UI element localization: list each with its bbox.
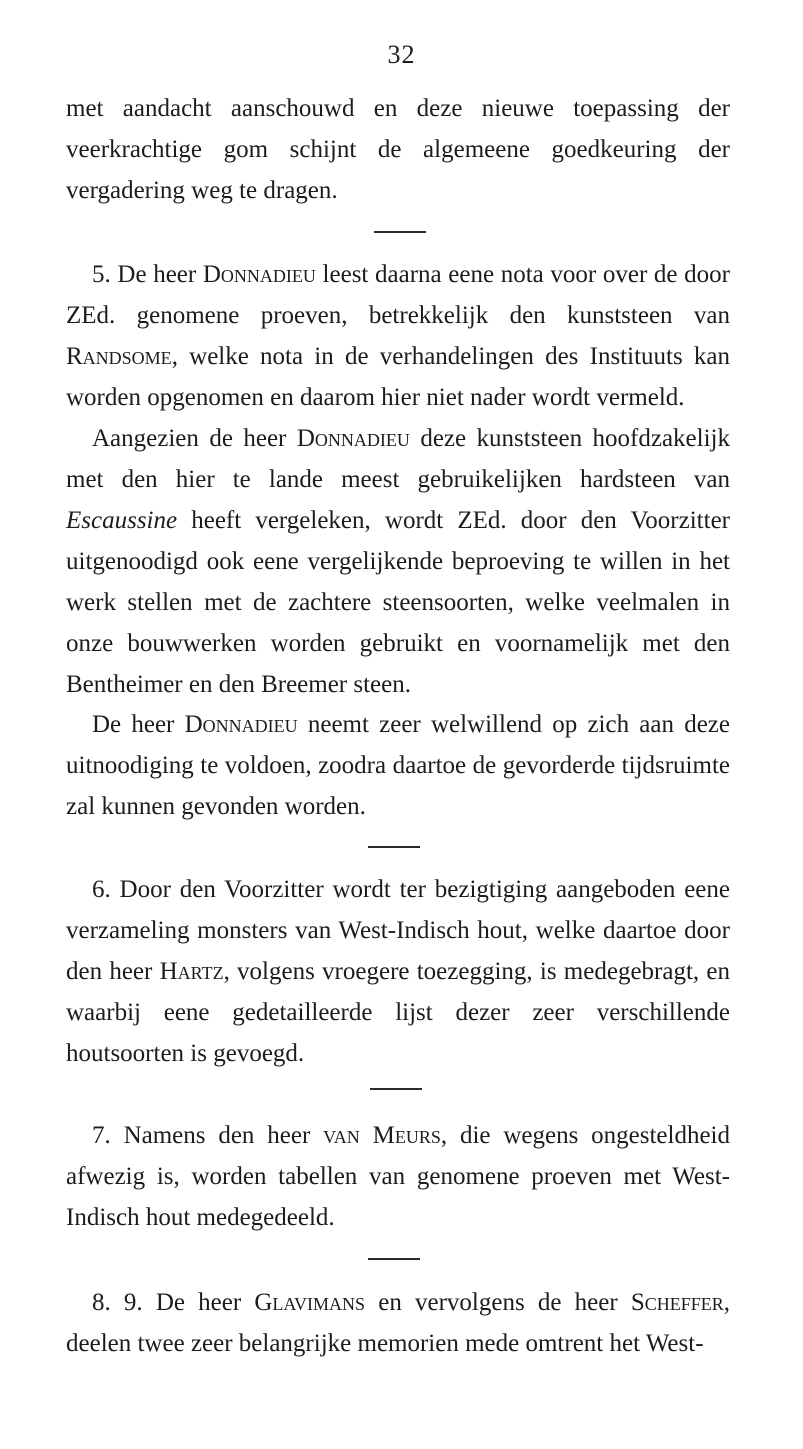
text-run: neemt zeer welwillend op zich aan deze uitnoodiging te voldoen, zoodra daartoe de gevorderde tijdsruimte zal kunnen gevonden worden. bbox=[66, 711, 730, 820]
item-6-section bbox=[66, 869, 730, 1074]
text-run: heeft vergeleken, wordt ZEd. door den Voorzitter uitgenoodigd ook eene vergelijkende beproeving te willen in het werk stellen met de zachtere steensoorten, welke veelmalen in onze bouwwerken worden gebruikt en voornamelijk met den Bentheimer en den Breemer steen. bbox=[66, 507, 730, 698]
intro-text: met aandacht aanschouwd en deze nieuwe toepassing der veerkrachtige gom schijnt de algemeene goedkeuring der vergadering weg te dragen. bbox=[66, 95, 730, 204]
text-run: en vervolgens de heer bbox=[365, 1289, 631, 1316]
text-run: De heer bbox=[92, 711, 185, 738]
text-run: , die wegens ongesteldheid afwezig is, worden tabellen van genomene proeven met West-Indisch hout medegedeeld. bbox=[66, 1122, 730, 1231]
item-7-paragraph bbox=[66, 1115, 730, 1238]
text-run: , welke nota in de verhandelingen des Instituuts kan worden opgenomen en daarom hier niet nader wordt vermeld. bbox=[66, 343, 730, 411]
text-run: Aangezien de heer bbox=[92, 425, 297, 452]
page-number: 32 bbox=[387, 40, 416, 69]
item-8-9-paragraph bbox=[66, 1282, 730, 1364]
text-run: 6. Door den Voorzitter wordt ter bezigtiging aangeboden eene verzameling monsters van West-Indisch hout, welke daartoe door den heer bbox=[66, 876, 730, 985]
person-name: Donnadieu bbox=[296, 425, 410, 452]
item-7-section bbox=[66, 1115, 730, 1238]
item-5-followup bbox=[66, 418, 730, 705]
item-6-paragraph bbox=[66, 869, 730, 1074]
person-name: Donnadieu bbox=[202, 261, 316, 288]
text-run: deze kunststeen hoofdzakelijk met den hier te lande meest gebruikelijken hardsteen van bbox=[66, 425, 730, 493]
text-run: , deelen twee zeer belangrijke memorien mede omtrent het West- bbox=[66, 1289, 730, 1357]
person-name: Scheffer bbox=[630, 1289, 724, 1316]
text-run: , volgens vroegere toezegging, is medegebragt, en waarbij eene gedetailleerde lijst dezer zeer verschillende houtsoorten is gevoegd. bbox=[66, 958, 730, 1067]
item-5-paragraph bbox=[66, 254, 730, 418]
item-5-paragraph-3 bbox=[66, 704, 730, 827]
place-name: Escaussine bbox=[66, 507, 178, 534]
intro-paragraph bbox=[66, 88, 730, 211]
item-8-9-section bbox=[66, 1282, 730, 1364]
text-run: 7. Namens den heer bbox=[92, 1122, 324, 1149]
text-run: 5. De heer bbox=[92, 261, 203, 288]
section-divider bbox=[374, 231, 426, 233]
person-name: Randsome bbox=[66, 343, 172, 370]
person-name: Donnadieu bbox=[184, 711, 298, 738]
item-5-paragraph-2 bbox=[66, 418, 730, 705]
section-divider bbox=[368, 1258, 420, 1260]
item-5-section bbox=[66, 254, 730, 418]
text-run: 8. 9. De heer bbox=[92, 1289, 255, 1316]
person-name: Glavimans bbox=[254, 1289, 366, 1316]
section-divider bbox=[370, 1088, 422, 1090]
section-divider bbox=[368, 846, 420, 848]
person-name: van Meurs bbox=[323, 1122, 441, 1149]
text-run: leest daarna eene nota voor over de door ZEd. genomene proeven, betrekkelijk den kunststeen van bbox=[66, 261, 730, 329]
item-5-response bbox=[66, 704, 730, 827]
person-name: Hartz bbox=[159, 958, 224, 985]
